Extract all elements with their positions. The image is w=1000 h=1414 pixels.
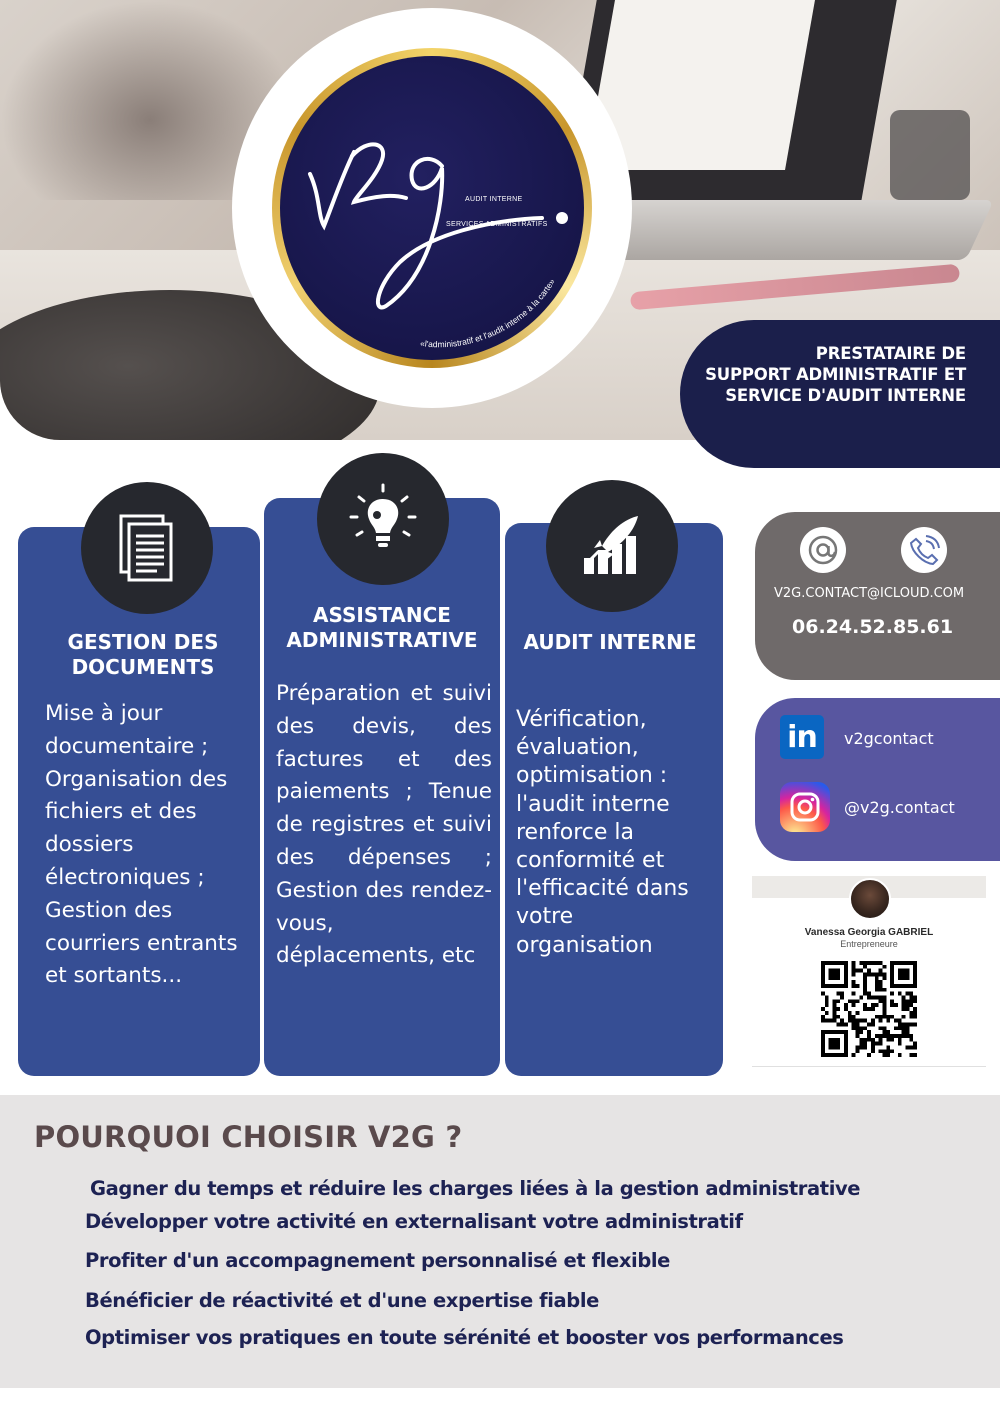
why-item: Bénéficier de réactivité et d'une expertise fiable [85,1289,599,1312]
avatar [849,878,891,920]
logo-motto: «l'administratif et l'audit interne à la carte» [419,276,557,350]
logo-v-stroke [310,152,354,226]
tagline-banner [680,320,1000,468]
rocket-chart-icon [546,480,678,612]
contact-phone[interactable]: 06.24.52.85.61 [792,616,954,638]
why-item: Profiter d'un accompagnement personnalisé et flexible [85,1249,670,1272]
logo-subtitle-services: SERVICES ADMINISTRATIFS [446,221,548,228]
lightbulb-icon [317,453,449,585]
profile-name: Vanessa Georgia GABRIEL [804,927,934,938]
service-title-documents: GESTION DES DOCUMENTS [67,630,219,679]
v2g-logo [280,56,584,360]
qr-code[interactable] [821,961,917,1057]
contact-email[interactable]: V2G.CONTACT@ICLOUD.COM [774,586,965,601]
instagram-icon[interactable] [780,782,830,832]
at-icon [800,527,846,573]
service-title-assistance: ASSISTANCE ADMINISTRATIVE [286,603,478,652]
linkedin-handle[interactable]: v2gcontact [844,729,934,748]
tagline-line-3: SERVICE D'AUDIT INTERNE [725,386,966,405]
profile-role: Entrepreneure [840,939,898,949]
linkedin-icon[interactable]: in [780,715,824,759]
why-item: Optimiser vos pratiques en toute sérénité et booster vos performances [85,1326,844,1349]
instagram-handle[interactable]: @v2g.contact [844,798,955,817]
logo-dot [556,212,568,224]
tagline-line-2: SUPPORT ADMINISTRATIF ET [705,365,966,384]
camera [890,110,970,200]
service-body-audit: Vérification, évaluation, optimisation : l'audit interne renforce la conformité et l'efficacité dans votre organisation [516,707,689,958]
why-title: POURQUOI CHOISIR V2G ? [34,1120,463,1154]
service-title-audit: AUDIT INTERNE [523,630,697,654]
service-body-assistance: Préparation et suivi des devis, des factures et des paiements ; Tenue de registres et suivi des dépenses ; Gestion des rendez-vous, déplacements, etc [276,681,492,969]
service-body-documents: Mise à jour documentaire ; Organisation des fichiers et des dossiers électroniques ; Gestion des courriers entrants et sortants... [45,701,238,989]
documents-icon [81,482,213,614]
why-item: Développer votre activité en externalisant votre administratif [85,1210,743,1233]
phone-icon [901,527,947,573]
logo-g-stroke [378,159,542,307]
logo-subtitle-audit: AUDIT INTERNE [465,196,523,203]
tagline-line-1: PRESTATAIRE DE [815,344,966,363]
why-item: Gagner du temps et réduire les charges liées à la gestion administrative [90,1177,861,1200]
logo-2-stroke [352,144,406,202]
